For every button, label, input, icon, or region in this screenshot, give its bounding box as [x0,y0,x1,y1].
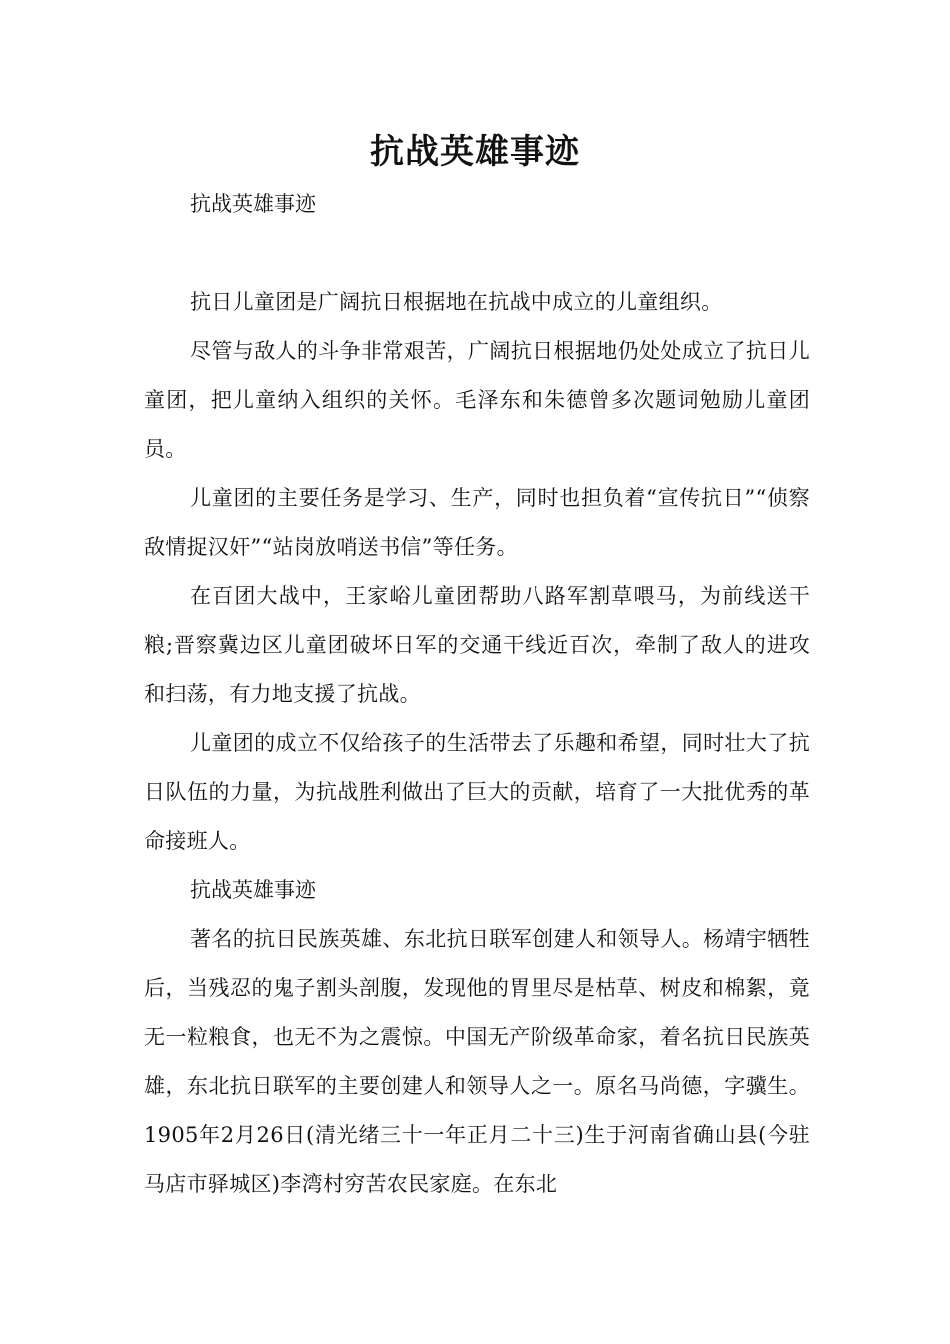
paragraph: 抗日儿童团是广阔抗日根据地在抗战中成立的儿童组织。 [190,290,723,314]
section-paragraph: 著名的抗日民族英雄、东北抗日联军创建人和领导人。杨靖宇牺牲后，当残忍的鬼子割头剖腹，发现他的胃里尽是枯草、树皮和棉絮，竟无一粒粮食，也无不为之震惊。中国无产阶级革命家，着名抗日民族英雄，东北抗日联军的主要创建人和领导人之一。原名马尚德，字骥生。1905年2月26日(清光绪三十一年正月二十三)生于河南省确山县(今驻马店市驿城区)李湾村穷苦农民家庭。在东北 [144,927,810,1196]
paragraph: 在百团大战中，王家峪儿童团帮助八路军割草喂马，为前线送干粮;晋察冀边区儿童团破坏日军的交通干线近百次，牵制了敌人的进攻和扫荡，有力地支援了抗战。 [144,584,810,706]
document-subtitle: 抗战英雄事迹 [190,192,316,216]
section-heading: 抗战英雄事迹 [190,878,316,902]
document-title: 抗战英雄事迹 [370,132,580,172]
document-body [144,180,810,1209]
paragraph: 儿童团的成立不仅给孩子的生活带去了乐趣和希望，同时壮大了抗日队伍的力量，为抗战胜利做出了巨大的贡献，培育了一大批优秀的革命接班人。 [144,731,810,853]
paragraph: 儿童团的主要任务是学习、生产，同时也担负着“宣传抗日”“侦察敌情捉汉奸”“站岗放哨送书信”等任务。 [144,486,810,559]
blank-line [144,229,810,278]
paragraph: 尽管与敌人的斗争非常艰苦，广阔抗日根据地仍处处成立了抗日儿童团，把儿童纳入组织的关怀。毛泽东和朱德曾多次题词勉励儿童团员。 [144,339,810,461]
